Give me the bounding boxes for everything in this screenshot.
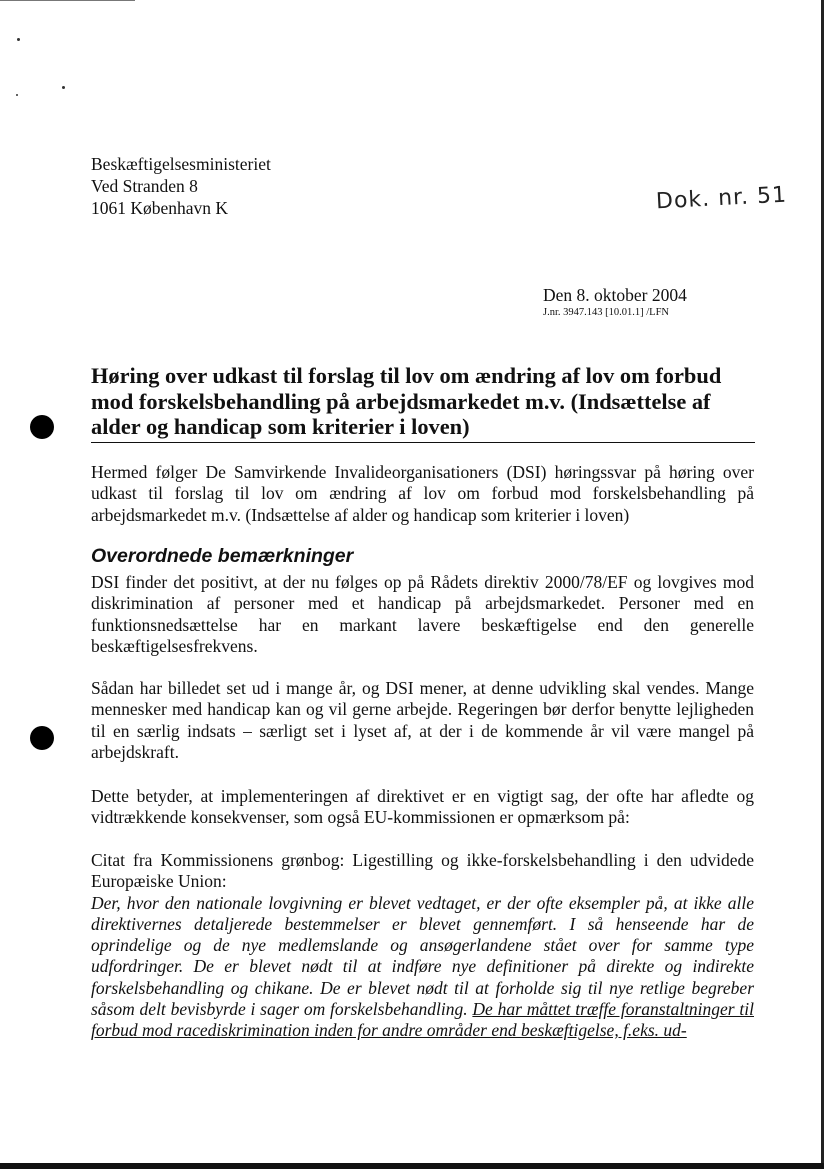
section-heading: Overordnede bemærkninger xyxy=(91,545,354,567)
intro-paragraph: Hermed følger De Samvirkende Invalideorganisationers (DSI) høringssvar på høring over udkast til forslag til lov om ændring af lov om forbud mod forskelsbehandling på arbejdsmarkedet m.v. (Indsættelse af alder og handicap som kriterier i loven) xyxy=(91,462,754,525)
paragraph-1: DSI finder det positivt, at der nu følges op på Rådets direktiv 2000/78/EF og lovgives mod diskrimination af personer med et handicap på arbejdsmarkedet. Personer med en funktionsnedsættelse har en markant lavere beskæftigelse end den generelle beskæftigelsesfrekvens. xyxy=(91,572,754,656)
citation-intro: Citat fra Kommissionens grønbog: Ligestilling og ikke-forskelsbehandling i den udvidede Europæiske Union: xyxy=(91,850,754,892)
scan-speck xyxy=(17,38,20,41)
journal-number: J.nr. 3947.143 [10.01.1] /LFN xyxy=(543,307,669,318)
handwritten-document-number: Dok. nr. 51 xyxy=(655,182,788,215)
scan-edge-top xyxy=(0,0,135,1)
recipient-street: Ved Stranden 8 xyxy=(91,176,198,196)
citation-block xyxy=(91,850,754,1042)
scan-speck xyxy=(16,94,18,96)
recipient-city: 1061 København K xyxy=(91,198,229,218)
scan-edge-bottom xyxy=(0,1163,824,1169)
quote-text: Der, hvor den nationale lovgivning er blevet vedtaget, er der ofte eksempler på, at ikke alle direktivernes detaljerede bestemmelser er blevet gennemført. I så henseende har de oprindelige og de nye medlemslande og ansøgerlandene stået over for samme type udfordringer. De er blevet nødt til at indføre nye definitioner på direkte og indirekte forskelsbehandling og chikane. De er blevet nødt til at forholde sig til nye retlige begreber såsom delt bevisbyrde i sager om forskelsbehandling. xyxy=(91,892,754,1020)
punch-hole xyxy=(30,726,54,750)
document-title: Høring over udkast til forslag til lov om ændring af lov om forbud mod forskelsbehandling på arbejdsmarkedet m.v. (Indsættelse af alder og handicap som kriterier i loven) xyxy=(91,363,722,439)
punch-hole xyxy=(30,415,54,439)
title-underline xyxy=(91,442,755,443)
paragraph-3: Dette betyder, at implementeringen af direktivet er en vigtigt sag, der ofte har afledte og vidtrækkende konsekvenser, som også EU-kommissionen er opmærksom på: xyxy=(91,786,754,828)
paragraph-2: Sådan har billedet set ud i mange år, og DSI mener, at denne udvikling skal vendes. Mange mennesker med handicap kan og vil gerne arbejde. Regeringen bør derfor benytte lejligheden til en særlig indsats – særligt set i lyset af, at der i de kommende år vil være mangel på arbejdskraft. xyxy=(91,678,754,762)
recipient-address xyxy=(91,153,271,219)
citation-quote xyxy=(91,893,754,1042)
quote-underlined-text: De har måttet træffe foranstaltninger til forbud mod racediskrimination inden for andre områder end beskæftigelse, f.eks. ud- xyxy=(91,999,754,1041)
letter-date: Den 8. oktober 2004 xyxy=(543,285,687,305)
recipient-name: Beskæftigelsesministeriet xyxy=(91,154,271,174)
scan-speck xyxy=(62,86,65,89)
